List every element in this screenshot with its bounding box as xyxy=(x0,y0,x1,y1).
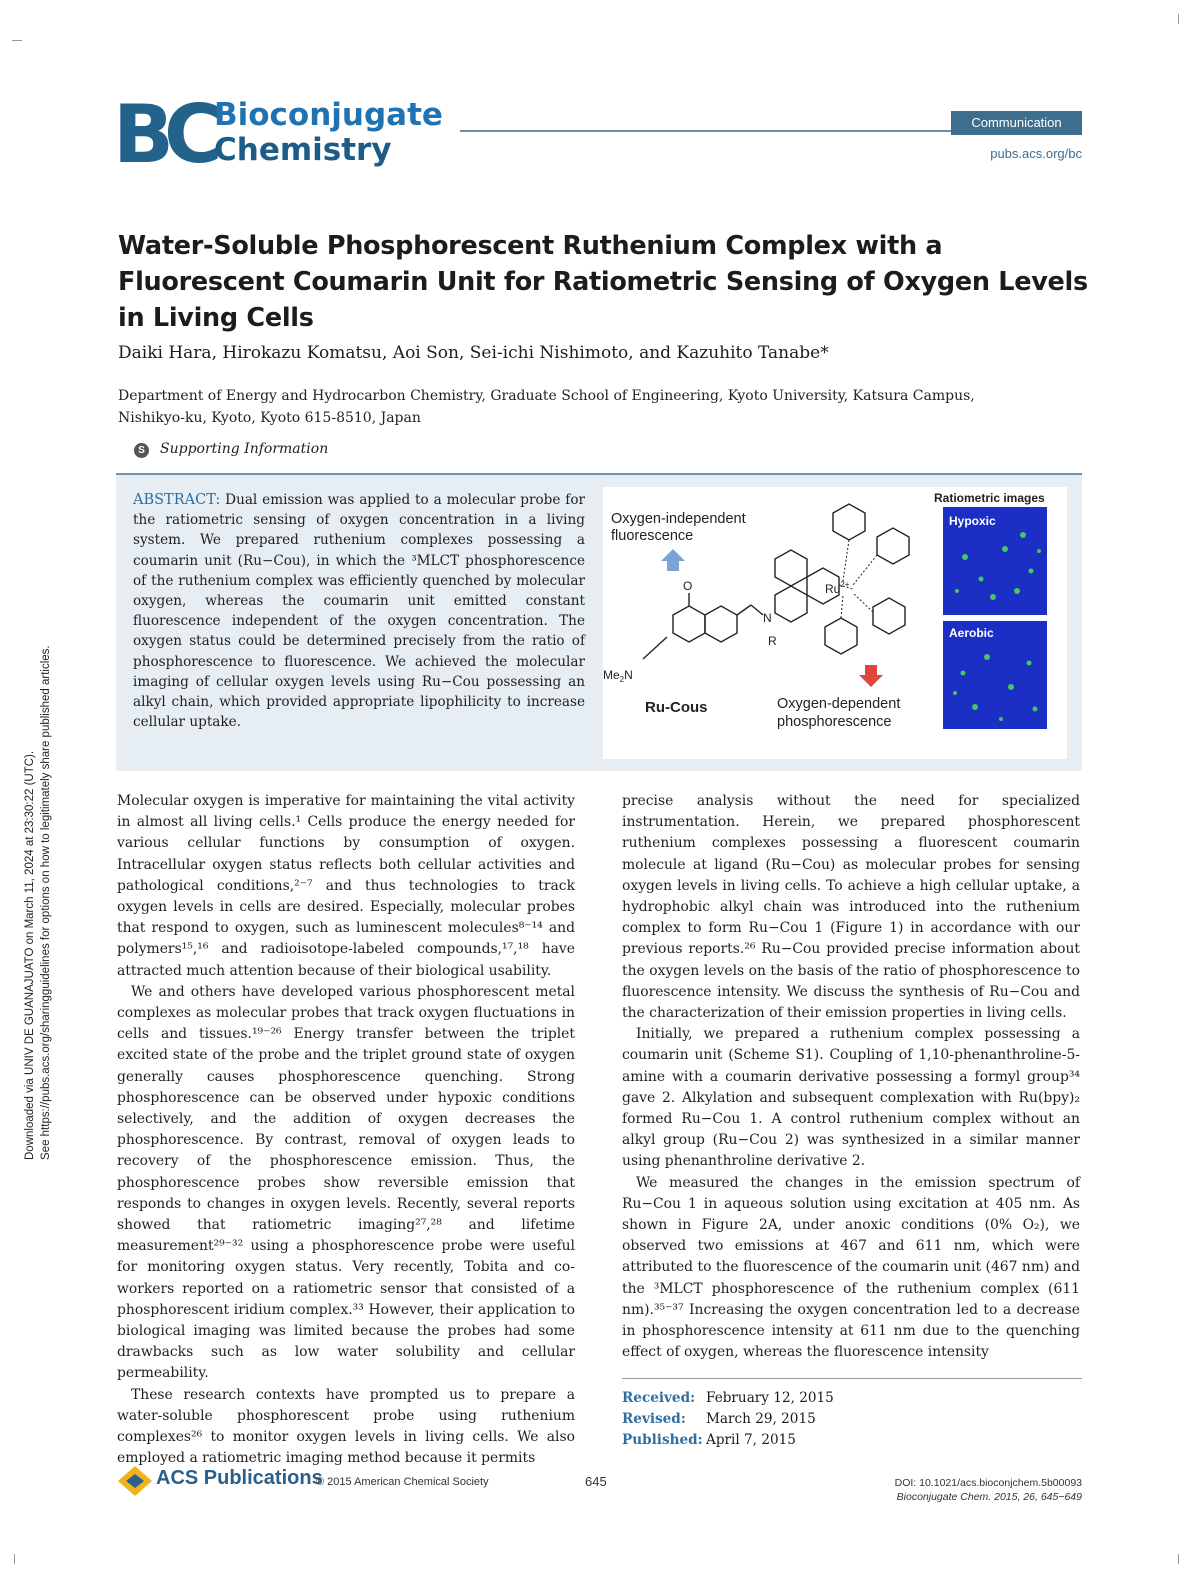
download-notice xyxy=(22,645,54,1160)
article-type-badge: Communication xyxy=(951,111,1082,135)
acs-logo-icon xyxy=(118,1466,152,1500)
body-paragraph: Molecular oxygen is imperative for maintaining the vital activity in almost all living cells.¹ Cells produce the energy needed for various cellular functions by consumption of oxygen. Intracellular oxygen status reflects both cellular activities and pathological conditions,²⁻⁷ and thus technologies to track oxygen levels in cells are desired. Especially, molecular probes that respond to oxygen, such as luminescent molecules⁸⁻¹⁴ and polymers¹⁵,¹⁶ and radioisotope-labeled compounds,¹⁷,¹⁸ have attracted much attention because of their biological usability. xyxy=(117,793,575,979)
doi-block xyxy=(820,1476,1082,1504)
toc-figure-svg xyxy=(603,487,1067,759)
dates-rule xyxy=(622,1378,1082,1379)
toc-graphic xyxy=(603,487,1067,759)
abstract-text: Dual emission was applied to a molecular probe for the ratiometric sensing of oxygen concentration in a living system. We prepared ruthenium complexes possessing a coumarin unit (Ru−Cou), in which the ³MLCT phosphorescence of the ruthenium complex was efficiently quenched by molecular oxygen, whereas the coumarin unit emitted constant fluorescence independent of the oxygen concentration. The oxygen status could be determined precisely from the ratio of phosphorescence to fluorescence. We achieved the molecular imaging of cellular oxygen levels using Ru−Cou possessing an alkyl chain, which provided appropriate lipophilicity to increase cellular uptake. xyxy=(133,492,585,731)
bipyridine-ring-icon xyxy=(873,598,905,634)
copyright: © 2015 American Chemical Society xyxy=(316,1476,489,1488)
toc-compound-label: Ru-Cous xyxy=(645,699,708,716)
crop-mark xyxy=(12,40,22,41)
download-notice-line: Downloaded via UNIV DE GUANAJUATO on March 11, 2024 at 23:30:22 (UTC). xyxy=(24,750,36,1160)
supporting-info-link[interactable]: Supporting Information xyxy=(160,441,329,457)
body-paragraph: Initially, we prepared a ruthenium complex possessing a coumarin unit (Scheme S1). Coupling of 1,10-phenanthroline-5-amine with a coumarin derivative possessing a formyl group³⁴ gave 2. Alkylation and subsequent complexation with Ru(bpy)₂ formed Ru−Cou 1. A control ruthenium complex without an alkyl group (Ru−Cou 2) was synthesized in a similar manner using phenanthroline derivative 2. xyxy=(622,1026,1080,1170)
body-paragraph: We and others have developed various phosphorescent metal complexes as molecular probes that track oxygen fluctuations in cells and tissues.¹⁹⁻²⁶ Energy transfer between the triplet excited state of the probe and the triplet ground state of oxygen generally causes phosphorescence quenching. Strong phosphorescence can be observed under hypoxic conditions selectively, and the addition of oxygen decreases the phosphorescence. By contrast, removal of oxygen leads to recovery of the phosphorescence emission. Thus, the phosphorescence probes show reversible emission that responds to changes in oxygen levels. Recently, several reports showed that ratiometric imaging²⁷,²⁸ and lifetime measurement²⁹⁻³² using a phosphorescence probe were useful for monitoring oxygen status. Very recently, Tobita and co-workers reported on a ratiometric sensor that consisted of a phosphorescent iridium complex.³³ However, their application to biological imaging was limited because the probes had some drawbacks such as low water solubility and cellular permeability. xyxy=(117,983,575,1382)
bipyridine-ring-icon xyxy=(833,504,865,540)
citation: Bioconjugate Chem. 2015, 26, 645−649 xyxy=(896,1491,1082,1503)
bipyridine-ring-icon xyxy=(877,528,909,564)
toc-oxy-indep-line2: fluorescence xyxy=(611,528,694,544)
download-notice-line: See https://pubs.acs.org/sharingguidelines for options on how to legitimately share published articles. xyxy=(40,645,52,1160)
journal-logo-mark: BC xyxy=(113,88,213,181)
revised-row: Revised: March 29, 2015 xyxy=(622,1411,816,1427)
arrow-up-icon xyxy=(661,549,685,571)
body-column-left xyxy=(117,791,575,1470)
body-paragraph: We measured the changes in the emission spectrum of Ru−Cou 1 in aqueous solution using excitation at 405 nm. As shown in Figure 2A, under anoxic conditions (0% O₂), we observed two emissions at 467 and 611 nm, which were attributed to the fluorescence of the coumarin unit (467 nm) and the ³MLCT phosphorescence of the ruthenium complex (611 nm).³⁵⁻³⁷ Increasing the oxygen concentration led to a decrease in phosphorescence intensity at 611 nm due to the quenching effect of oxygen, whereas the fluorescence intensity xyxy=(622,1174,1080,1361)
arrow-down-icon xyxy=(859,665,883,687)
received-row: Received: February 12, 2015 xyxy=(622,1390,834,1406)
toc-oxy-indep-line1: Oxygen-independent xyxy=(611,511,746,527)
toc-r-group: R xyxy=(768,634,777,648)
coumarin-ring-icon xyxy=(705,606,737,642)
hypoxic-label: Hypoxic xyxy=(949,514,996,528)
toc-ratiometric-title: Ratiometric images xyxy=(934,491,1045,505)
article-title: Water-Soluble Phosphorescent Ruthenium Complex with a Fluorescent Coumarin Unit for Ratiometric Sensing of Oxygen Levels in Living Cells xyxy=(118,231,1088,333)
toc-oxygen-atom: O xyxy=(683,579,693,593)
abstract-label: ABSTRACT: xyxy=(133,492,221,508)
abstract xyxy=(133,490,585,732)
journal-name-line1: Bioconjugate xyxy=(214,97,443,133)
toc-ru-label: $Ru^{2+}$ xyxy=(825,580,850,596)
bipyridine-ring-icon xyxy=(825,618,857,654)
crop-mark xyxy=(1178,14,1179,24)
supporting-info-icon[interactable]: S xyxy=(134,443,149,458)
crop-mark xyxy=(14,1554,15,1564)
crop-mark xyxy=(1178,1554,1179,1564)
journal-name-line2: Chemistry xyxy=(214,132,392,168)
journal-url-link[interactable]: pubs.acs.org/bc xyxy=(990,146,1082,161)
toc-oxy-dep-line2: phosphorescence xyxy=(777,714,892,730)
author-list: Daiki Hara, Hirokazu Komatsu, Aoi Son, Sei-ichi Nishimoto, and Kazuhito Tanabe* xyxy=(118,343,829,363)
page-number: 645 xyxy=(585,1474,607,1489)
publication-dates xyxy=(622,1388,834,1451)
body-column-right xyxy=(622,791,1080,1363)
body-paragraph: These research contexts have prompted us to prepare a water-soluble phosphorescent probe using ruthenium complexes²⁶ to monitor oxygen levels in living cells. We also employed a ratiometric imaging method because it permits xyxy=(117,1386,575,1467)
coumarin-ring-icon xyxy=(673,606,705,642)
toc-n-atom: N xyxy=(763,611,772,625)
phenanthroline-ring-icon xyxy=(775,586,807,622)
publisher-name: ACS Publications xyxy=(156,1467,323,1489)
toc-me2n-label: $Me_2N$ xyxy=(603,668,633,684)
affiliation-line: Department of Energy and Hydrocarbon Chemistry, Graduate School of Engineering, Kyoto University, Katsura Campus, xyxy=(118,388,975,404)
published-row: Published: April 7, 2015 xyxy=(622,1432,796,1448)
aerobic-label: Aerobic xyxy=(949,626,994,640)
toc-oxy-dep-line1: Oxygen-dependent xyxy=(777,696,901,712)
journal-name xyxy=(214,98,443,168)
affiliation xyxy=(118,385,1078,429)
doi-link[interactable]: DOI: 10.1021/acs.bioconjchem.5b00093 xyxy=(894,1477,1082,1489)
affiliation-line: Nishikyo-ku, Kyoto, Kyoto 615-8510, Japan xyxy=(118,410,421,426)
phenanthroline-ring-icon xyxy=(775,550,807,586)
body-paragraph: precise analysis without the need for specialized instrumentation. Herein, we prepared phosphorescent ruthenium complexes possessing a fluorescent coumarin molecule at ligand (Ru−Cou) as molecular probes for sensing oxygen levels in living cells. To achieve a high cellular uptake, a hydrophobic alkyl chain was introduced into the ruthenium complex to form Ru−Cou 1 (Figure 1) in accordance with our previous reports.²⁶ Ru−Cou provided precise information about the oxygen levels on the basis of the ratio of phosphorescence to fluorescence intensity. We discuss the synthesis of Ru−Cou and the characterization of their emission properties in living cells. xyxy=(622,793,1080,1022)
